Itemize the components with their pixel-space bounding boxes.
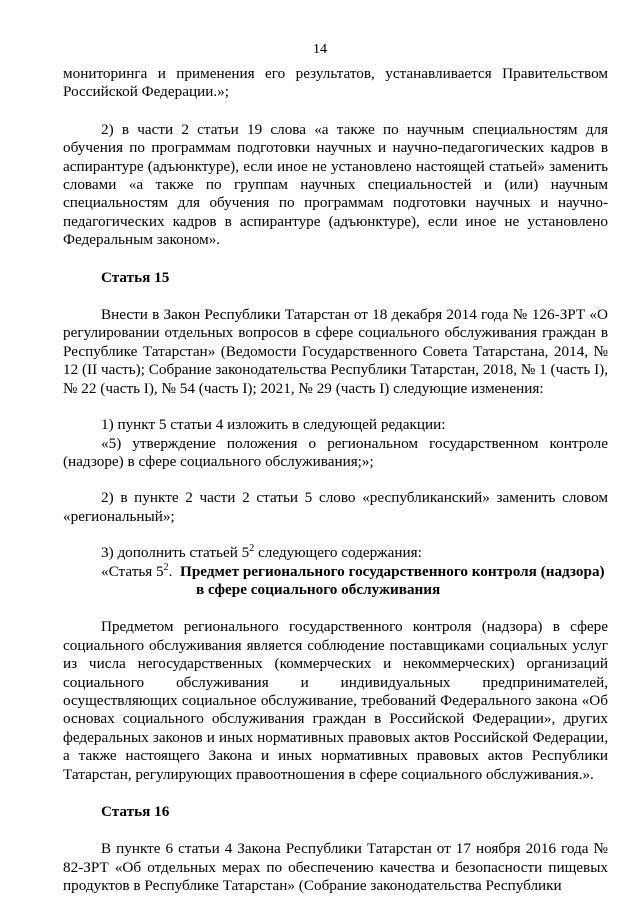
article-15-item-1-quote: «5) утверждение положения о региональном государственном контроле (надзоре) в сфере социального обслуживания;»; [63, 434, 608, 470]
article-16-body: В пункте 6 статьи 4 Закона Республики Татарстан от 17 ноября 2016 года № 82-ЗРТ «Об отдельных мерах по обеспечению качества и безопасности пищевых продуктов в Республике Татарстан» (Собрание законодательства Республики [63, 840, 608, 895]
item-3-prefix: 3) дополнить статьей 5 [101, 544, 250, 562]
article-15-item-3 [63, 544, 608, 562]
article-15-intro: Внести в Закон Республики Татарстан от 18 декабря 2014 года № 126-ЗРТ «О регулировании отдельных вопросов в сфере социального обслуживания граждан в Республике Татарстан» (Ведомости Государственного Совета Татарстана, 2014, № 12 (II часть); Собрание законодательства Республики Татарстан, 2018, № 1 (часть I), № 22 (часть I), № 54 (часть I); 2021, № 29 (часть I) следующие изменения: [63, 306, 608, 397]
paragraph-item-2-article-19: 2) в части 2 статьи 19 слова «а также по научным специальностям для обучения по программам подготовки научных и научно-педагогических кадров в аспирантуре (адъюнктуре), если иное не установлено настоящей статьей» заменить словами «а также по группам научных специальностей и (или) научным специальностям для обучения по программам подготовки научных и научно-педагогических кадров в аспирантуре (адъюнктуре), если иное не установлено Федеральным законом». [63, 120, 608, 249]
document-body [63, 65, 608, 896]
new-article-title [63, 563, 608, 581]
item-3-suffix: следующего содержания: [254, 544, 422, 562]
new-article-label-prefix: «Статья 5 [101, 562, 164, 580]
new-article-title-line-1: Предмет регионального государственного контроля (надзора) [180, 562, 605, 580]
item-3-superscript: 2 [249, 543, 255, 555]
page-number: 14 [313, 42, 327, 57]
article-16-heading: Статья 16 [101, 803, 170, 820]
paragraph-continuation: мониторинга и применения его результатов, устанавливается Правительством Российской Федерации.»; [63, 65, 608, 101]
article-15-item-1: 1) пункт 5 статьи 4 изложить в следующей редакции: [101, 416, 446, 434]
article-15-item-2: 2) в пункте 2 части 2 статьи 5 слово «республиканский» заменить словом «региональный»; [63, 489, 608, 525]
new-article-body: Предметом регионального государственного контроля (надзора) в сфере социального обслуживания является соблюдение поставщиками социальных услуг из числа негосударственных (коммерческих и некоммерческих) организаций социального обслуживания и индивидуальных предпринимателей, осуществляющих социальное обслуживание, требований Федерального закона «Об основах социального обслуживания граждан в Российской Федерации», других федеральных законов и иных нормативных правовых актов Российской Федерации, а также настоящего Закона и иных нормативных правовых актов Республики Татарстан, регулирующих правоотношения в сфере социального обслуживания.». [63, 618, 608, 783]
new-article-label-superscript: 2 [163, 561, 169, 573]
new-article-title-line-2: в сфере социального обслуживания [196, 580, 441, 598]
new-article-label-suffix: . [168, 562, 173, 580]
article-15-heading: Статья 15 [101, 268, 170, 286]
